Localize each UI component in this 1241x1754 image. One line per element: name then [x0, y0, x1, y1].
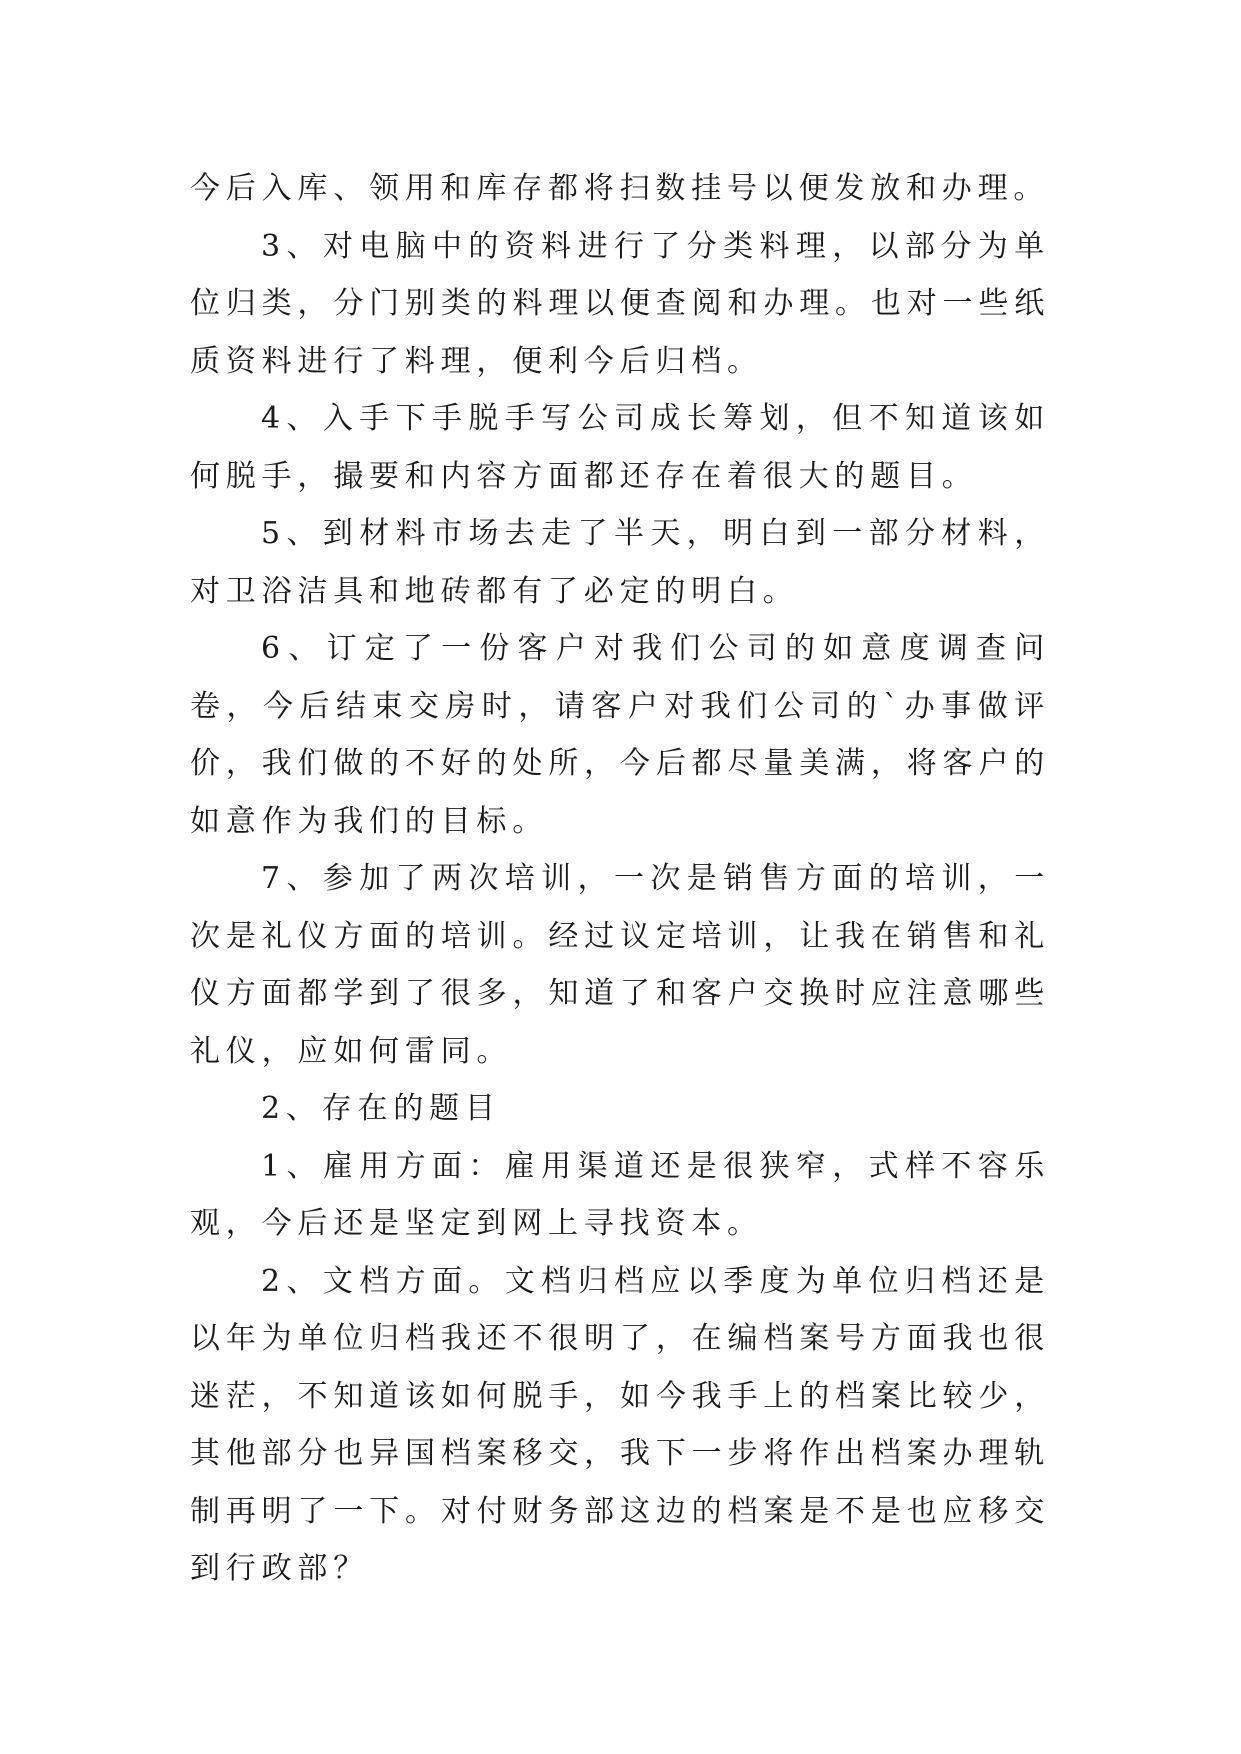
paragraph-continuation: 今后入库、领用和库存都将扫数挂号以便发放和办理。: [190, 171, 1050, 206]
section-heading-problems: 2、存在的题目: [261, 1091, 501, 1126]
problem-item-2: 2、文档方面。文档归档应以季度为单位归档还是以年为单位归档我还不很明了，在编档案号方面我也很迷茫，不知道该如何脱手，如今我手上的档案比较少，其他部分也异国档案移交，我下一步将作出档案办理轨制再明了一下。对付财务部这边的档案是不是也应移交到行政部？: [190, 1263, 1050, 1586]
paragraph-item-6: 6、订定了一份客户对我们公司的如意度调查问卷，今后结束交房时，请客户对我们公司的`办事做评价，我们做的不好的处所，今后都尽量美满，将客户的如意作为我们的目标。: [190, 631, 1050, 839]
paragraph-item-5: 5、到材料市场去走了半天，明白到一部分材料，对卫浴洁具和地砖都有了必定的明白。: [190, 516, 1050, 609]
paragraph-item-7: 7、参加了两次培训，一次是销售方面的培训，一次是礼仪方面的培训。经过议定培训，让我在销售和礼仪方面都学到了很多，知道了和客户交换时应注意哪些礼仪，应如何雷同。: [190, 861, 1050, 1069]
paragraph-item-4: 4、入手下手脱手写公司成长筹划，但不知道该如何脱手，撮要和内容方面都还存在着很大的题目。: [190, 401, 1050, 494]
paragraph-item-3: 3、对电脑中的资料进行了分类料理，以部分为单位归类，分门别类的料理以便查阅和办理。也对一些纸质资料进行了料理，便利今后归档。: [190, 228, 1050, 379]
problem-item-1: 1、雇用方面：雇用渠道还是很狭窄，式样不容乐观，今后还是坚定到网上寻找资本。: [190, 1148, 1050, 1241]
document-body: [190, 160, 1050, 1598]
